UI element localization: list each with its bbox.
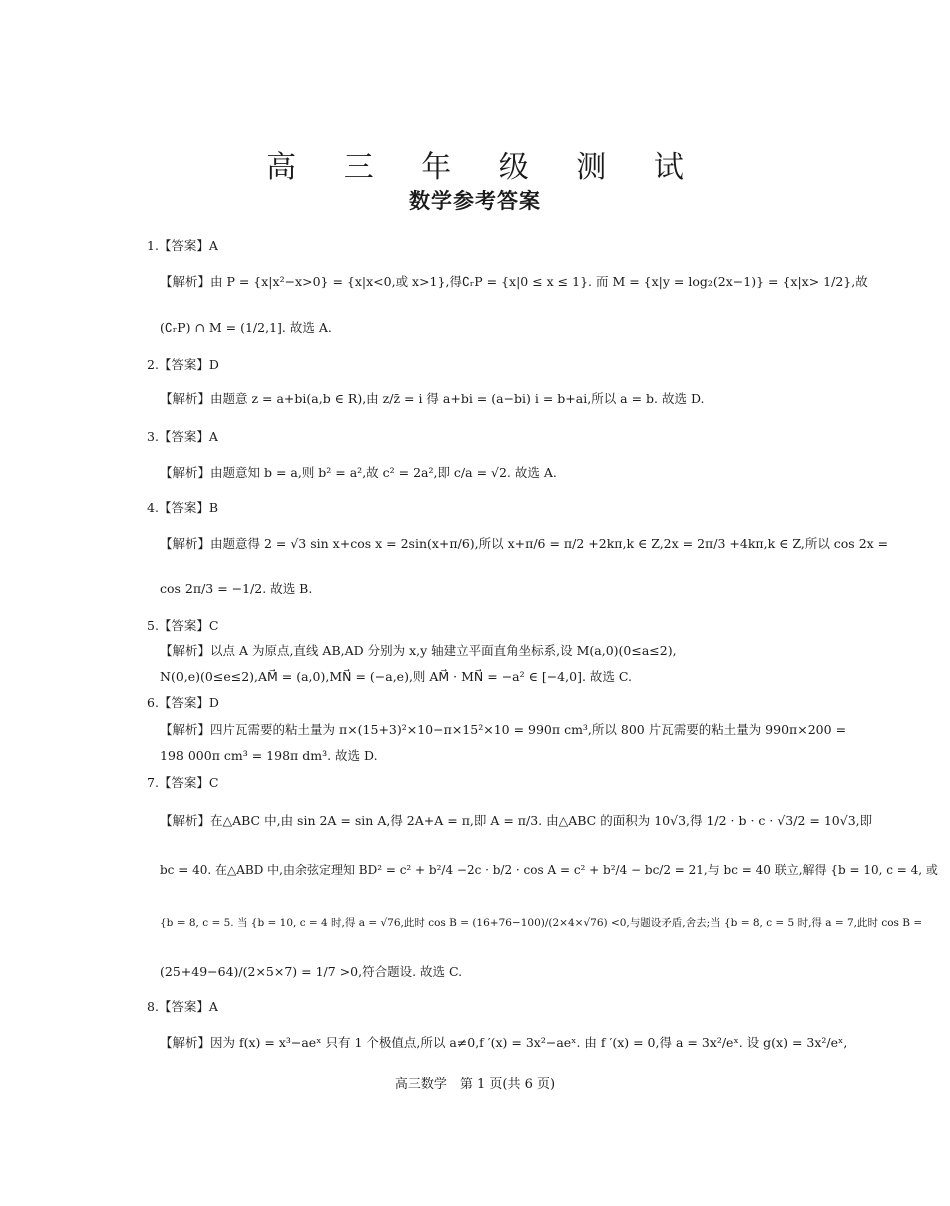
answer-1: 1.【答案】A [147,238,218,253]
explanation-6-line-1: 【解析】四片瓦需要的粘土量为 π×(15+3)²×10−π×15²×10 = 990π cm³,所以 800 片瓦需要的粘土量为 990π×200 = [160,722,847,737]
explanation-1-line-1: 【解析】由 P = {x|x²−x>0} = {x|x<0,或 x>1},得∁ᵣP = {x|0 ≤ x ≤ 1}. 而 M = {x|y = log₂(2x−1)} = {x|x> 1/2},故 [160,274,868,289]
explanation-1-line-2: (∁ᵣP) ∩ M = (1/2,1]. 故选 A. [160,320,332,335]
answer-7: 7.【答案】C [147,775,219,790]
explanation-7-line-1: 【解析】在△ABC 中,由 sin 2A = sin A,得 2A+A = π,即 A = π/3. 由△ABC 的面积为 10√3,得 1/2 · b · c · √3/2 = 10√3,即 [160,813,873,828]
answer-6: 6.【答案】D [147,695,219,710]
page-footer: 高三数学 第 1 页(共 6 页) [394,1077,556,1092]
explanation-4-line-2: cos 2π/3 = −1/2. 故选 B. [160,581,313,596]
answer-8: 8.【答案】A [147,999,218,1014]
explanation-4-line-1: 【解析】由题意得 2 = √3 sin x+cos x = 2sin(x+π/6),所以 x+π/6 = π/2 +2kπ,k ∈ Z,2x = 2π/3 +4kπ,k ∈ Z,所以 cos 2x = [160,536,889,551]
explanation-3-line-1: 【解析】由题意知 b = a,则 b² = a²,故 c² = 2a²,即 c/a = √2. 故选 A. [160,465,557,480]
answer-5: 5.【答案】C [147,618,219,633]
explanation-8-line-1: 【解析】因为 f(x) = x³−aeˣ 只有 1 个极值点,所以 a≠0,f ′(x) = 3x²−aeˣ. 由 f ′(x) = 0,得 a = 3x²/eˣ. 设 g(x) = 3x²/eˣ, [160,1035,848,1050]
explanation-5-line-1: 【解析】以点 A 为原点,直线 AB,AD 分别为 x,y 轴建立平面直角坐标系,设 M(a,0)(0≤a≤2), [160,643,677,658]
explanation-7-line-3: {b = 8, c = 5. 当 {b = 10, c = 4 时,得 a = √76,此时 cos B = (16+76−100)/(2×4×√76) <0,与题设矛盾,舍去;当 {b = 8, c = 5 时,得 a = 7,此时 cos B = [160,917,923,929]
explanation-7-line-4: (25+49−64)/(2×5×7) = 1/7 >0,符合题设. 故选 C. [160,964,463,979]
answer-4: 4.【答案】B [147,500,219,515]
explanation-6-line-2: 198 000π cm³ = 198π dm³. 故选 D. [160,748,378,763]
explanation-5-line-2: N(0,e)(0≤e≤2),AM⃗ = (a,0),MN⃗ = (−a,e),则 AM⃗ · MN⃗ = −a² ∈ [−4,0]. 故选 C. [160,669,632,684]
page-subtitle: 数学参考答案 [409,189,541,213]
answer-3: 3.【答案】A [147,429,218,444]
explanation-7-line-2: bc = 40. 在△ABD 中,由余弦定理知 BD² = c² + b²/4 −2c · b/2 · cos A = c² + b²/4 − bc/2 = 21,与 bc = 40 联立,解得 {b = 10, c = 4, 或 [160,863,938,877]
explanation-2-line-1: 【解析】由题意 z = a+bi(a,b ∈ R),由 z/z̄ = i 得 a+bi = (a−bi) i = b+ai,所以 a = b. 故选 D. [160,391,705,406]
answer-2: 2.【答案】D [147,357,219,372]
page-title: 高 三 年 级 测 试 [266,150,703,185]
